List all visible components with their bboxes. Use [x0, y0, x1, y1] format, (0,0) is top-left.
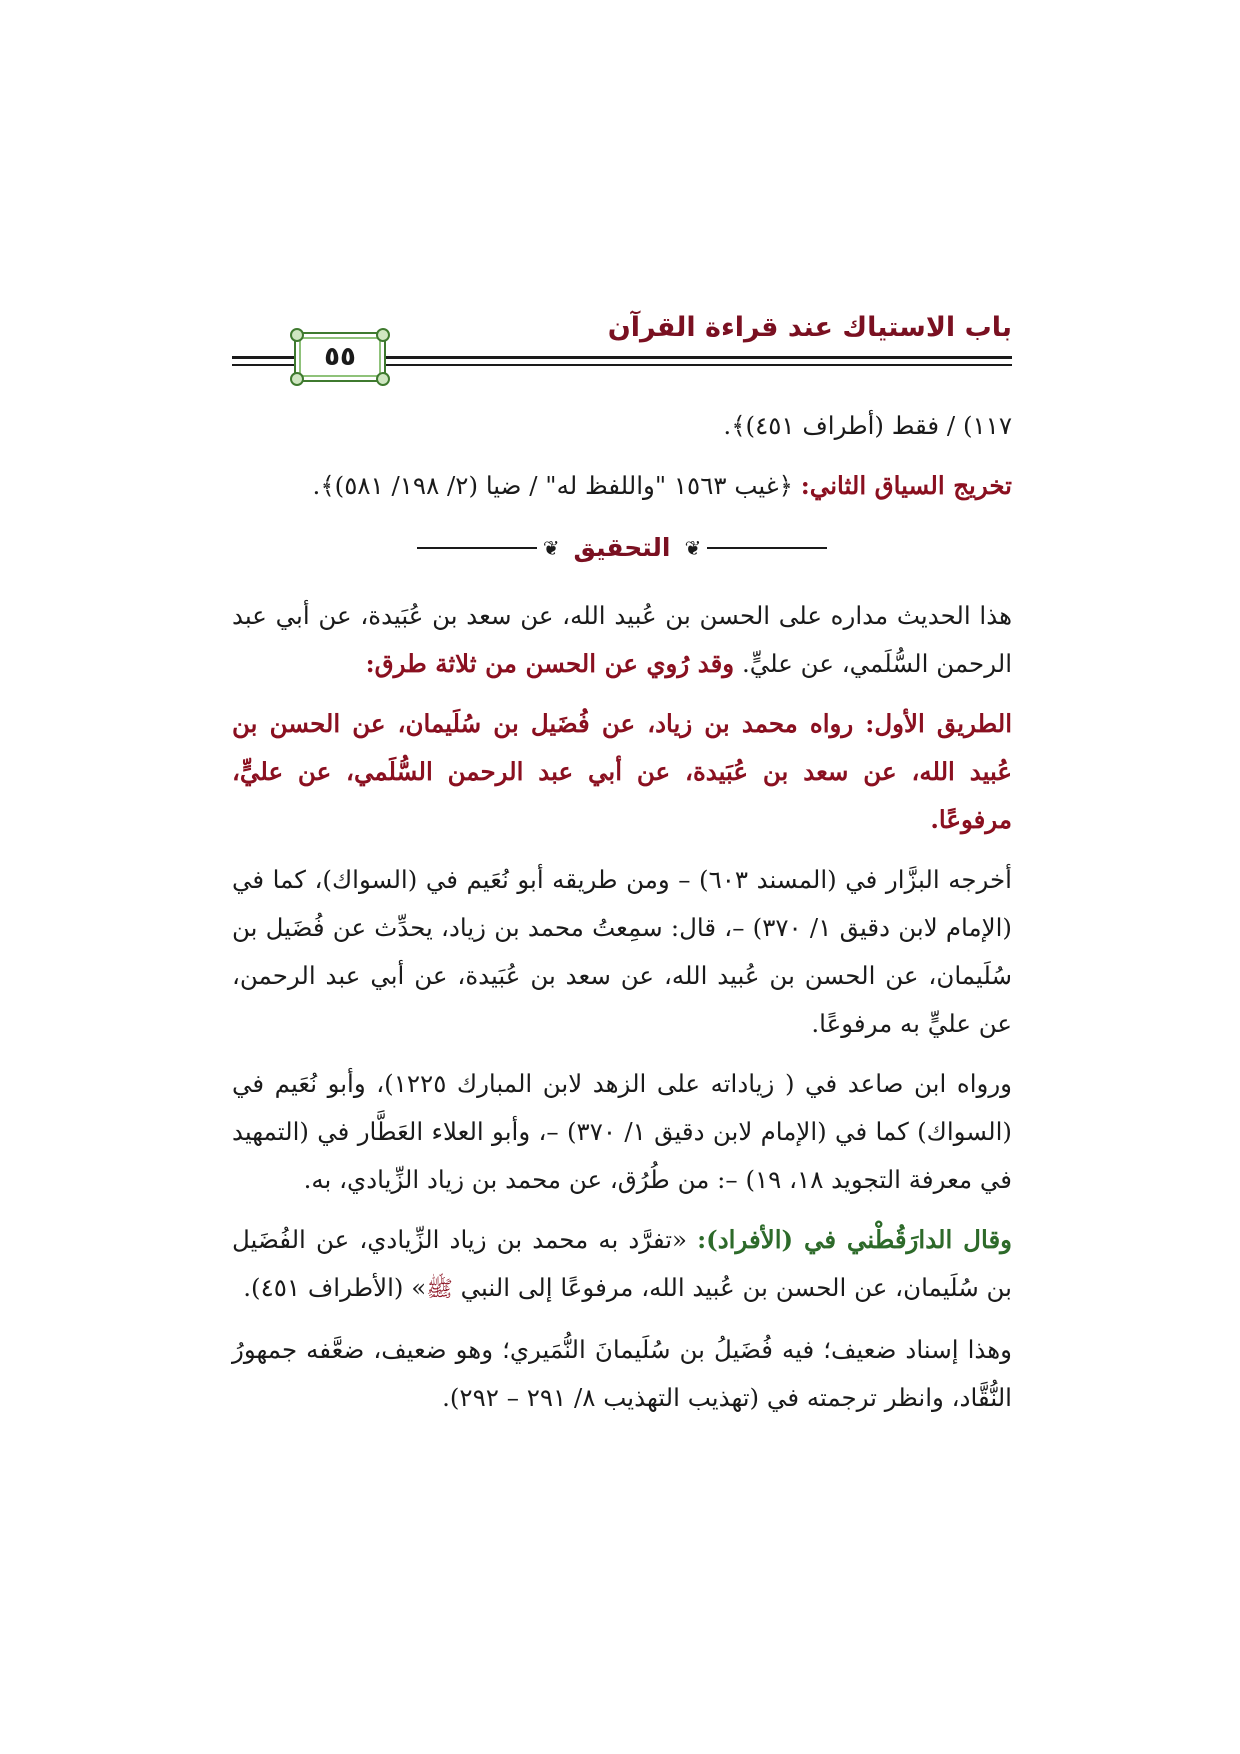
paragraph	[232, 1060, 1012, 1204]
divider-line	[707, 547, 827, 549]
paragraph	[232, 700, 1012, 844]
flourish-icon: ❦	[542, 536, 560, 560]
text: » (الأطراف ٤٥١).	[243, 1273, 427, 1302]
text: «تفرَّد به محمد بن زياد الزِّيادي، عن الفُضَيل بن سُلَيمان، عن الحسن بن عُبيد الله، مرفوعًا إلى النبي	[232, 1225, 1012, 1302]
page-number-badge	[294, 332, 386, 382]
ornament-icon	[290, 328, 304, 342]
takhrij-label: تخريج السياق الثاني:	[800, 471, 1012, 500]
line-continuation	[232, 402, 1012, 450]
paragraph	[232, 856, 1012, 1048]
text: هذا الحديث مداره على الحسن بن عُبيد الله، عن سعد بن عُبَيدة، عن أبي عبد الرحمن السُّلَمي، عن عليٍّ.	[232, 601, 1012, 678]
page-header	[232, 312, 1012, 382]
page-number: ٥٥	[324, 342, 356, 372]
ornament-icon	[290, 372, 304, 386]
section-title: التحقيق	[573, 533, 671, 562]
text: ١١٧) / فقط (أطراف ٤٥١)﴾.	[723, 411, 1012, 440]
text: وهذا إسناد ضعيف؛ فيه فُضَيلُ بن سُلَيمانَ النُّمَيري؛ وهو ضعيف، ضعَّفه جمهورُ النُّقَّاد، وانظر ترجمته في (تهذيب التهذيب ٨/ ٢٩١ – ٢٩٢).	[232, 1335, 1012, 1412]
page-body	[232, 402, 1012, 1434]
paragraph	[232, 592, 1012, 688]
emphasis: وقد رُوي عن الحسن من ثلاثة طرق:	[365, 649, 735, 678]
route-heading: الطريق الأول: رواه محمد بن زياد، عن فُضَيل بن سُلَيمان، عن الحسن بن عُبيد الله، عن سعد بن عُبَيدة، عن أبي عبد الرحمن السُّلَمي، عن عليٍّ، مرفوعًا.	[232, 709, 1012, 834]
text: أخرجه البزَّار في (المسند ٦٠٣) – ومن طريقه أبو نُعَيم في (السواك)، كما في (الإمام لابن دقيق ١/ ٣٧٠) –، قال: سمِعتُ محمد بن زياد، يحدِّث عن فُضَيل بن سُلَيمان، عن الحسن بن عُبيد الله، عن سعد بن عُبَيدة، عن أبي عبد الرحمن، عن عليٍّ به مرفوعًا.	[232, 865, 1012, 1038]
paragraph	[232, 1216, 1012, 1314]
citation-label: وقال الدارَقُطْني في (الأفراد):	[697, 1225, 1012, 1254]
flourish-icon: ❦	[684, 536, 702, 560]
takhrij-text: ﴿غيب ١٥٦٣ "واللفظ له" / ضيا (٢/ ١٩٨/ ٥٨١)﴾.	[312, 471, 801, 500]
ornament-icon	[376, 372, 390, 386]
paragraph	[232, 1326, 1012, 1422]
salutation-glyph: ﷺ	[426, 1277, 453, 1302]
divider-line	[417, 547, 537, 549]
chapter-title: باب الاستياك عند قراءة القرآن	[607, 312, 1012, 343]
takhrij-paragraph	[232, 462, 1012, 510]
text: ورواه ابن صاعد في ( زياداته على الزهد لابن المبارك ١٢٢٥)، وأبو نُعَيم في (السواك) كما في (الإمام لابن دقيق ١/ ٣٧٠) –، وأبو العلاء العَطَّار في (التمهيد في معرفة التجويد ١٨، ١٩) –: من طُرُق، عن محمد بن زياد الزِّيادي، به.	[232, 1069, 1012, 1194]
ornament-icon	[376, 328, 390, 342]
section-divider	[232, 522, 1012, 574]
